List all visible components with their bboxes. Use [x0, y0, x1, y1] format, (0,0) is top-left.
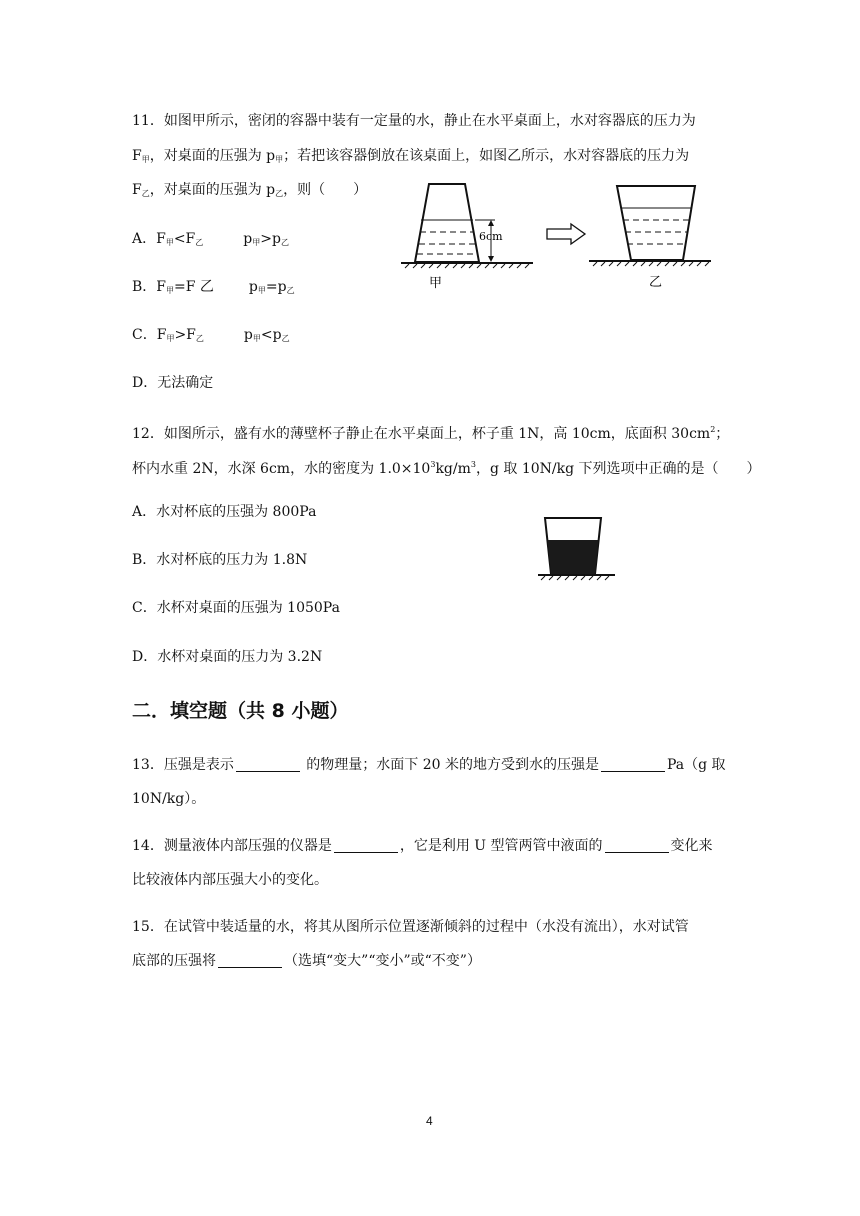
ground-right	[589, 261, 711, 266]
q11-text-3b: ，对桌面的压强为 p	[149, 182, 276, 198]
q11-text-1: 11．如图甲所示，密闭的容器中装有一定量的水，静止在水平桌面上，水对容器底的压力为	[132, 113, 696, 129]
q12-cup-figure	[535, 512, 625, 582]
q13-line-2: 10N/kg）。	[132, 791, 206, 807]
q11-option-d: D．无法确定	[132, 375, 214, 391]
answer-blank[interactable]	[334, 838, 398, 853]
q15-line-2: 底部的压强将 （选填“变大”“变小”或“不变”）	[132, 953, 481, 969]
q11-line-2	[132, 146, 689, 170]
container-jia	[415, 184, 479, 262]
q11-figure	[395, 178, 715, 290]
q14-line-1: 14．测量液体内部压强的仪器是 ，它是利用 U 型管两管中液面的 变化来	[132, 838, 713, 854]
ground-left	[401, 263, 533, 268]
q13-line-1: 13．压强是表示 的物理量；水面下 20 米的地方受到水的压强是 Pa（g 取	[132, 757, 726, 773]
q11-text-2c: ；若把该容器倒放在该桌面上，如图乙所示，水对容器底的压力为	[283, 148, 690, 164]
answer-blank[interactable]	[601, 757, 665, 772]
container-yi	[617, 186, 695, 260]
q11-subscript: 乙	[275, 189, 284, 198]
q12-option-c: C．水杯对桌面的压强为 1050Pa	[132, 600, 340, 616]
q11-subscript: 甲	[141, 155, 150, 164]
q11-option-b: B．$F_甲=F$ 乙 $p_甲=p_乙$	[132, 279, 295, 295]
answer-blank[interactable]	[218, 953, 282, 968]
answer-blank[interactable]	[605, 838, 669, 853]
q11-text-2b: ，对桌面的压强为 p	[149, 148, 276, 164]
q11-option-a: A．$F_甲<F_乙$ $p_甲>p_乙$	[132, 231, 289, 247]
q11-text-3c: ，则（ ）	[283, 182, 368, 198]
q15-line-1: 15．在试管中装适量的水，将其从图所示位置逐渐倾斜的过程中（水没有流出），水对试管	[132, 919, 689, 935]
q11-subscript: 甲	[275, 155, 284, 164]
q11-line-1	[132, 111, 696, 131]
q11-text-2a: F	[132, 148, 142, 164]
arrow-icon	[547, 224, 585, 244]
q11-text-3a: F	[132, 182, 142, 198]
q11-line-3	[132, 180, 367, 204]
depth-label: 6cm	[479, 230, 503, 243]
q12-line-1: 12．如图所示，盛有水的薄壁杯子静止在水平桌面上，杯子重 1N，高 10cm，底面积 $30cm^2$；	[132, 425, 730, 442]
section-heading: 二．填空题（共 8 小题）	[132, 700, 349, 722]
answer-blank[interactable]	[236, 757, 300, 772]
q14-line-2: 比较液体内部压强大小的变化。	[132, 872, 328, 888]
label-yi: 乙	[649, 275, 663, 290]
q12-line-2: 杯内水重 2N，水深 6cm，水的密度为 $1.0\times 10^3kg/m^3$，g 取 10N/kg 下列选项中正确的是（ ）	[132, 460, 761, 477]
q12-option-a: A．水对杯底的压强为 800Pa	[132, 504, 317, 520]
page-number: 4	[426, 1114, 433, 1128]
q12-option-b: B．水对杯底的压力为 1.8N	[132, 552, 308, 568]
q11-subscript: 乙	[141, 189, 150, 198]
q11-option-c: C．$F_甲>F_乙$ $p_甲<p_乙$	[132, 327, 290, 343]
label-jia: 甲	[429, 276, 443, 291]
q12-option-d: D．水杯对桌面的压力为 3.2N	[132, 649, 323, 665]
